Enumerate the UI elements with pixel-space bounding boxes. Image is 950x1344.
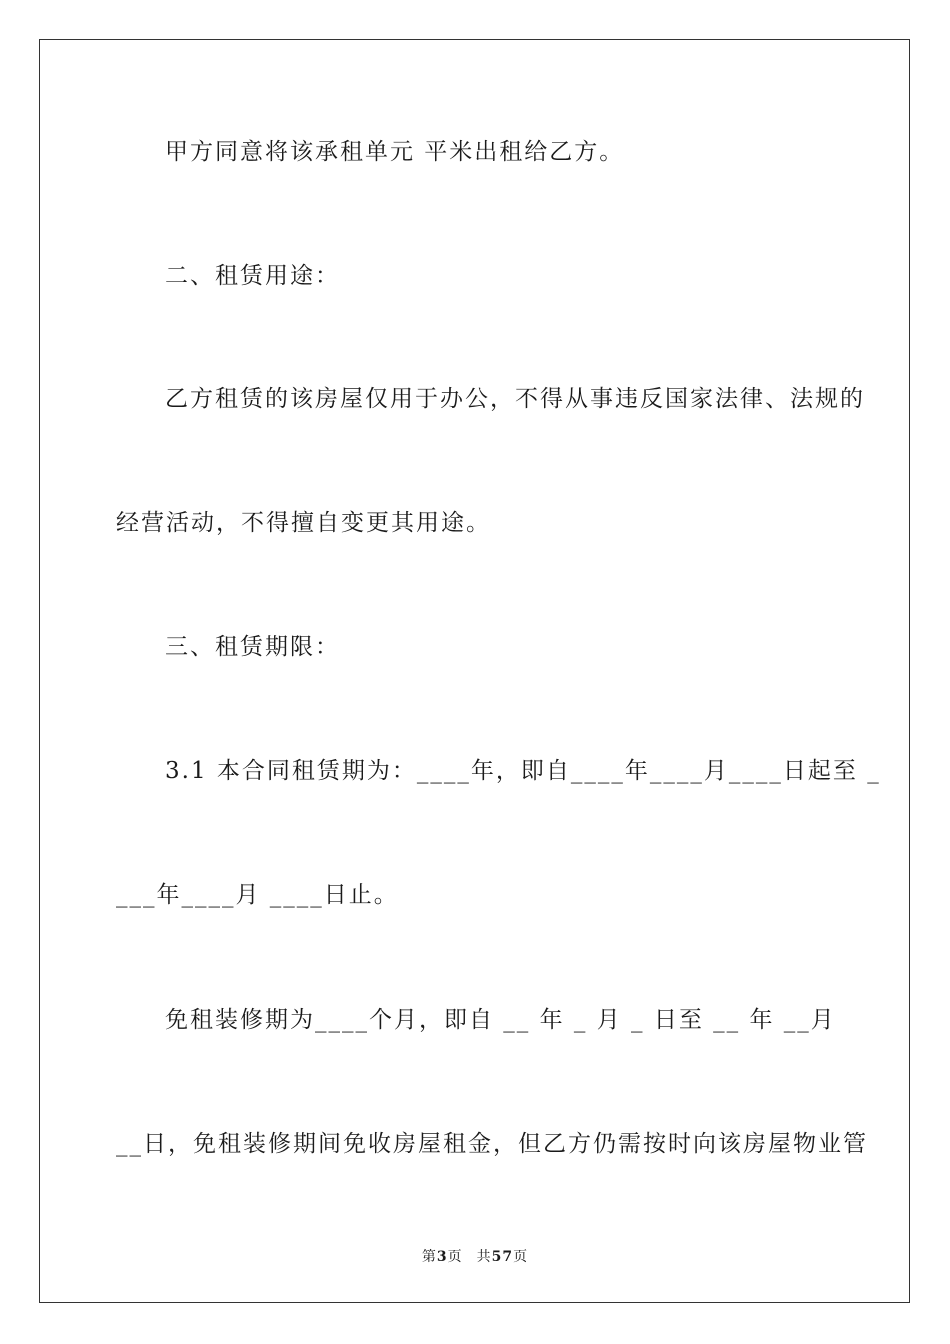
footer-total-suffix: 页: [513, 1249, 529, 1265]
footer-page-suffix: 页: [447, 1249, 463, 1265]
paragraph-line-4: 经营活动，不得擅自变更其用途。: [116, 510, 491, 536]
paragraph-line-7: ___年____月 ____日止。: [116, 882, 399, 908]
page-border: [39, 39, 910, 1303]
footer-page-prefix: 第: [421, 1249, 437, 1265]
section-heading-term: 三、租赁期限：: [165, 634, 340, 660]
footer-page-number: 3: [436, 1249, 448, 1265]
footer-total-pages: 57: [491, 1249, 514, 1265]
paragraph-line-3: 乙方租赁的该房屋仅用于办公，不得从事违反国家法律、法规的: [165, 386, 865, 412]
paragraph-line-1: 甲方同意将该承租单元 平米出租给乙方。: [165, 139, 625, 165]
section-heading-usage: 二、租赁用途：: [165, 263, 340, 289]
page-footer: [0, 1247, 950, 1267]
paragraph-line-6: 3.1 本合同租赁期为：____年，即自____年____月____日起至 _: [165, 758, 881, 784]
footer-total-prefix: 共: [476, 1249, 492, 1265]
paragraph-line-8: 免租装修期为____个月，即自 __ 年 _ 月 _ 日至 __ 年 __月: [165, 1007, 836, 1033]
paragraph-line-9: __日，免租装修期间免收房屋租金，但乙方仍需按时向该房屋物业管: [116, 1131, 868, 1157]
